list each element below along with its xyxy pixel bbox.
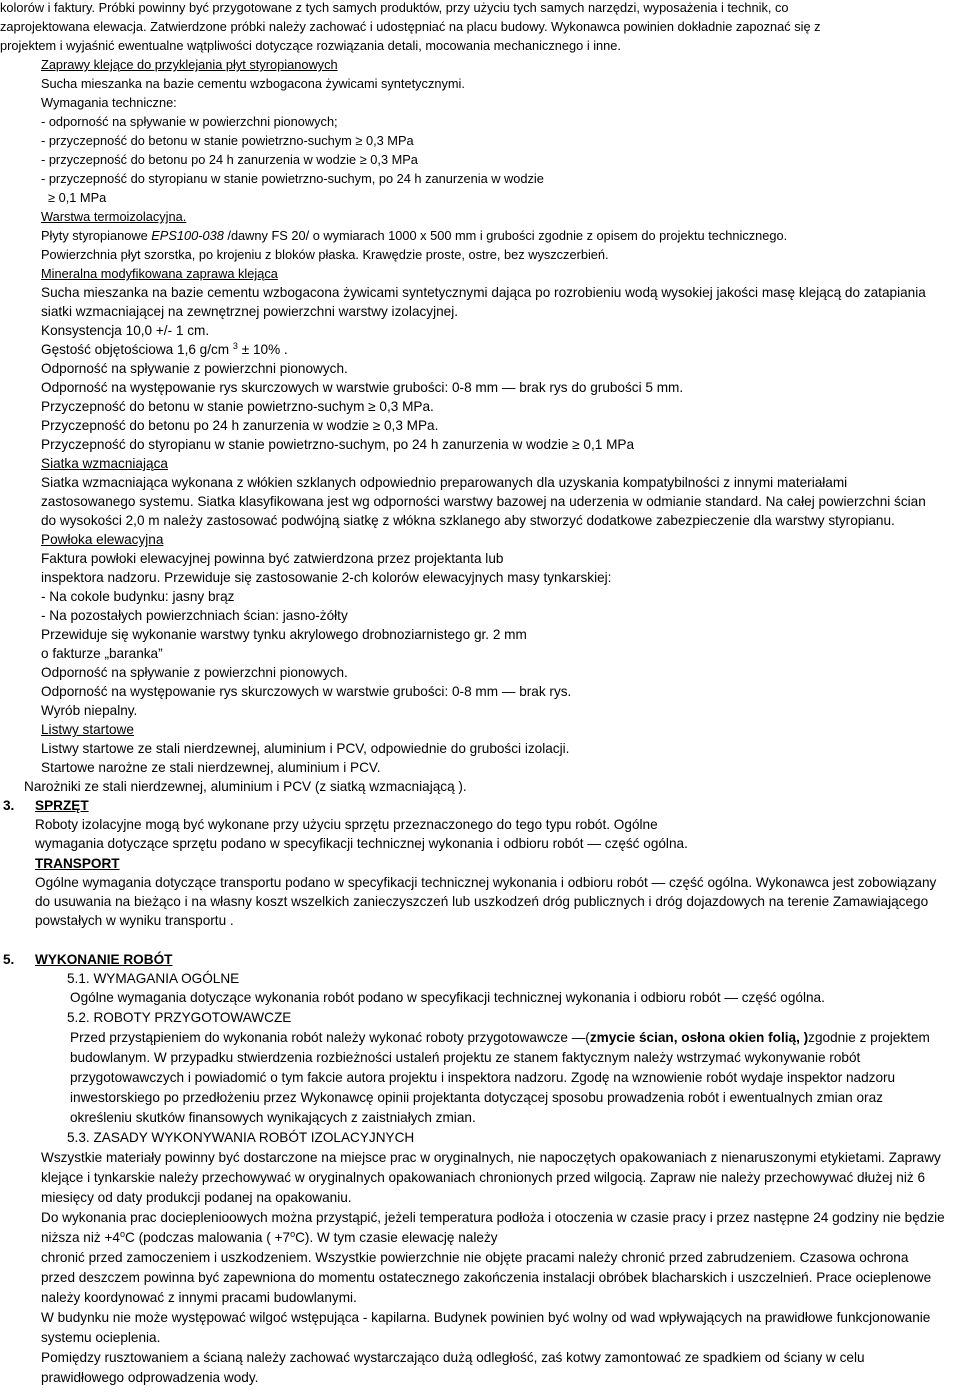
text-line [70, 1028, 930, 1047]
superscript: o [290, 1229, 296, 1239]
text-line [41, 226, 787, 245]
text-line [41, 340, 288, 359]
text-line: Do wykonania prac docieplenioowych można przystąpić, jeżeli temperatura podłoża i otoczenia w czasie pracy i przez następne 24 godziny nie będzie [41, 1210, 945, 1225]
text-line: Faktura powłoki elewacyjnej powinna być zatwierdzona przez projektanta lub [41, 551, 504, 566]
text-line: Wyrób niepalny. [41, 703, 138, 718]
text-line: Konsystencja 10,0 +/- 1 cm. [41, 323, 210, 338]
text-line: - Na cokole budynku: jasny brąz [41, 589, 235, 604]
text-span: ± 10% . [237, 342, 288, 357]
text-line: - odporność na spływanie w powierzchni pionowych; [41, 114, 338, 129]
text-line: Powierzchnia płyt szorstka, po krojeniu z bloków płaska. Krawędzie proste, ostre, bez wyszczerbień. [41, 247, 609, 262]
text-line: określeniu skutków finansowych wynikających z zaistniałych zmian. [70, 1110, 476, 1125]
text-line: miesięcy od daty produkcji podanej na opakowaniu. [41, 1190, 352, 1205]
text-line: zastosowanego systemu. Siatka klasyfikowana jest wg odporności warstwy bazowej na uderzenia w odmianie standard. Na całej powierzchni ścian [41, 494, 926, 509]
text-line: Ogólne wymagania dotyczące wykonania robót podano w specyfikacji technicznej wykonania i odbioru robót — część ogólna. [70, 990, 825, 1005]
text-span: C (podczas malowania ( +7 [124, 1230, 291, 1245]
text-line: inwestorskiego po przedłożeniu przez Wykonawcę opinii projektanta dotyczącej sposobu prowadzenia robót i ewentualnych zmian oraz [70, 1090, 883, 1105]
text-line: Roboty izolacyjne mogą być wykonane przy użyciu sprzętu przeznaczonego do tego typu robót. Ogólne [35, 817, 658, 832]
text-line: inspektora nadzoru. Przewiduje się zastosowanie 2-ch kolorów elewacyjnych masy tynkarskiej: [41, 570, 612, 585]
text-line: prawidłowego odprowadzenia wody. [41, 1370, 259, 1385]
subsection-heading: 5.2. ROBOTY PRZYGOTOWAWCZE [67, 1010, 292, 1025]
text-line: przed deszczem powinna być zapewniona do momentu ostatecznego zakończenia instalacji obróbek blacharskich i uszczelnień. Prace ocieplenowe [41, 1270, 932, 1285]
text-line: - przyczepność do betonu w stanie powietrzno-suchym ≥ 0,3 MPa [41, 133, 414, 148]
text-span: Gęstość objętościowa 1,6 g/cm [41, 342, 233, 357]
text-line: budowlanym. W przypadku stwierdzenia rozbieżności ustaleń projektu ze stanem faktycznym należy wstrzymać wykonywanie robót [70, 1050, 861, 1065]
section-heading-equipment: SPRZĘT [35, 798, 89, 813]
text-line: Odporność na występowanie rys skurczowych w warstwie grubości: 0-8 mm — brak rys do grubości 5 mm. [41, 380, 684, 395]
text-line: ≥ 0,1 MPa [48, 190, 107, 205]
text-line: Przewiduje się wykonanie warstwy tynku akrylowego drobnoziarnistego gr. 2 mm [41, 627, 527, 642]
subsection-heading: 5.1. WYMAGANIA OGÓLNE [67, 971, 240, 986]
text-span: niższa niż +4 [41, 1230, 120, 1245]
section-heading-mortar: Mineralna modyfikowana zaprawa klejąca [41, 266, 278, 281]
text-span: C). W tym czasie elewację należy [295, 1230, 498, 1245]
text-line: Sucha mieszanka na bazie cementu wzbogacona żywicami syntetycznymi dająca po rozrobieniu wodą wysokiej jakości masę klejącą do zatapiania [41, 285, 926, 300]
text-line: Listwy startowe ze stali nierdzewnej, aluminium i PCV, odpowiednie do grubości izolacji. [41, 741, 570, 756]
section-heading-insulation: Warstwa termoizolacyjna. [41, 209, 187, 224]
section-heading-coating: Powłoka elewacyjna [41, 532, 164, 547]
text-line: projektem i wyjaśnić ewentualne wątpliwości dotyczące rozwiązania detali, mocowania mechanicznego i inne. [0, 38, 621, 53]
section-heading-execution: WYKONANIE ROBÓT [35, 952, 173, 967]
text-line: zaprojektowana elewacja. Zatwierdzone próbki należy zachować i udostępniać na placu budowy. Wykonawca powinien dokładnie zapoznać się z [0, 19, 821, 34]
text-line: wymagania dotyczące sprzętu podano w specyfikacji technicznej wykonania i odbioru robót — część ogólna. [35, 836, 688, 851]
text-line: powstałych w wyniku transportu . [35, 913, 234, 928]
text-line: systemu ocieplenia. [41, 1330, 161, 1345]
text-line: chronić przed zamoczeniem i uszkodzeniem. Wszystkie powierzchnie nie objęte pracami należy chronić przed zabrudzeniem. Czasowa ochrona [41, 1250, 909, 1265]
text-span: /dawny FS 20/ o wymiarach 1000 x 500 mm i grubości zgodnie z opisem do projektu technicznego. [223, 228, 788, 243]
text-line: - przyczepność do betonu po 24 h zanurzenia w wodzie ≥ 0,3 MPa [41, 152, 418, 167]
text-line: - przyczepność do styropianu w stanie powietrzno-suchym, po 24 h zanurzenia w wodzie [41, 171, 544, 186]
text-line: Przyczepność do betonu w stanie powietrzno-suchym ≥ 0,3 MPa. [41, 399, 434, 414]
text-line: Wszystkie materiały powinny być dostarczone na miejsce prac w oryginalnych, nie napoczętych opakowaniach z nienaruszonymi etykietami. Zaprawy [41, 1150, 941, 1165]
section-heading-start-strips: Listwy startowe [41, 722, 134, 737]
text-line: do wysokości 2,0 m należy zastosować podwójną siatkę z włókna szklanego aby stworzyć dodatkowe zabezpieczenie dla warstwy styropianu. [41, 513, 895, 528]
text-line: Przyczepność do styropianu w stanie powietrzno-suchym, po 24 h zanurzenia w wodzie ≥ 0,1 MPa [41, 437, 635, 452]
section-number-3: 3. [3, 798, 15, 813]
text-span: Płyty styropianowe [41, 228, 152, 243]
text-line: Sucha mieszanka na bazie cementu wzbogacona żywicami syntetycznymi. [41, 76, 465, 91]
text-line: Wymagania techniczne: [41, 95, 177, 110]
section-heading-mesh: Siatka wzmacniająca [41, 456, 168, 471]
product-code: EPS100-038 [151, 228, 224, 243]
text-line: Odporność na występowanie rys skurczowych w warstwie grubości: 0-8 mm — brak rys. [41, 684, 572, 699]
text-line: klejące i tynkarskie należy przechowywać w oryginalnych opakowaniach chronionych przed wilgocią. Zapraw nie należy przechowywać dłużej niż 6 [41, 1170, 926, 1185]
text-line: W budynku nie może występować wilgoć wstępująca - kapilarna. Budynek powinien być wolny od wad wpływających na prawidłowe funkcjonowanie [41, 1310, 931, 1325]
text-line: Pomiędzy rusztowaniem a ścianą należy zachować wystarczająco dużą odległość, zaś kotwy zamontować ze spadkiem od ściany w celu [41, 1350, 865, 1365]
text-span: zgodnie z projektem [808, 1030, 930, 1045]
text-line: do usuwania na bieżąco i na własny koszt wszelkich zanieczyszczeń lub uszkodzeń dróg publicznych i dróg dojazdowych na terenie Zamawiającego [35, 894, 929, 909]
text-line: należy koordynować z innymi pracami budowlanymi. [41, 1290, 357, 1305]
text-span: Przed przystąpieniem do wykonania robót należy wykonać roboty przygotowawcze —( [70, 1030, 590, 1045]
superscript: 3 [232, 341, 238, 351]
text-line: Odporność na spływanie z powierzchni pionowych. [41, 665, 348, 680]
bold-span: zmycie ścian, osłona okien folią, ) [589, 1030, 809, 1045]
section-number-5: 5. [3, 952, 15, 967]
text-line: Odporność na spływanie z powierzchni pionowych. [41, 361, 348, 376]
text-line [41, 1228, 498, 1247]
text-line: przygotowawczych i powiadomić o tym fakcie autora projektu i inspektora nadzoru. Zgodę na wznowienie robót wydaje inspektor nadzoru [70, 1070, 896, 1085]
text-line: kolorów i faktury. Próbki powinny być przygotowane z tych samych produktów, przy użyciu tych samych narzędzi, wyposażenia i technik, co [0, 0, 789, 15]
text-line: Przyczepność do betonu po 24 h zanurzenia w wodzie ≥ 0,3 MPa. [41, 418, 439, 433]
text-line: - Na pozostałych powierzchniach ścian: jasno-żółty [41, 608, 348, 623]
section-heading-adhesive: Zaprawy klejące do przyklejania płyt styropianowych [41, 57, 338, 72]
text-line: o fakturze „baranka” [41, 646, 163, 661]
text-line: siatki wzmacniającej na zewnętrznej powierzchni warstwy izolacyjnej. [41, 304, 459, 319]
subsection-heading: 5.3. ZASADY WYKONYWANIA ROBÓT IZOLACYJNYCH [67, 1130, 415, 1145]
text-line: Startowe narożne ze stali nierdzewnej, aluminium i PCV. [41, 760, 381, 775]
superscript: o [119, 1229, 125, 1239]
text-line: Narożniki ze stali nierdzewnej, aluminium i PCV (z siatką wzmacniającą ). [24, 779, 467, 794]
section-heading-transport: TRANSPORT [35, 856, 120, 871]
text-line: Ogólne wymagania dotyczące transportu podano w specyfikacji technicznej wykonania i odbioru robót — część ogólna. Wykonawca jest zobowiązany [35, 875, 937, 890]
text-line: Siatka wzmacniająca wykonana z włókien szklanych odpowiednio preparowanych dla uzyskania kompatybilności z innymi materiałami [41, 475, 848, 490]
